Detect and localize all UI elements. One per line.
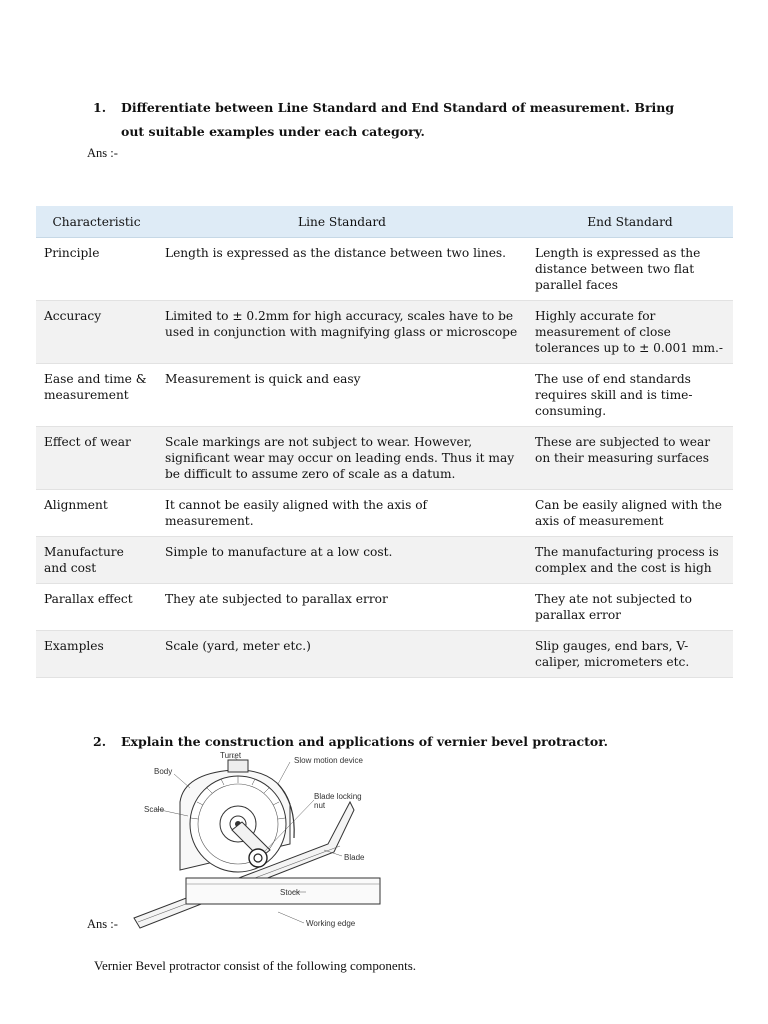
cell-end-standard: Can be easily aligned with the axis of measurement	[527, 490, 733, 537]
cell-characteristic: Ease and time & measurement	[36, 364, 157, 427]
cell-characteristic: Parallax effect	[36, 584, 157, 631]
label-slow-motion: Slow motion device	[294, 756, 363, 765]
label-scale: Scale	[144, 805, 165, 814]
bevel-protractor-diagram	[128, 752, 392, 930]
table-row	[36, 631, 733, 678]
cell-line-standard: Length is expressed as the distance between two lines.	[157, 238, 527, 301]
turret-shape	[228, 760, 248, 772]
cell-end-standard: Highly accurate for measurement of close tolerances up to ± 0.001 mm.-	[527, 301, 733, 364]
cell-characteristic: Effect of wear	[36, 427, 157, 490]
question-2-text: Explain the construction and applications of vernier bevel protractor.	[121, 734, 608, 749]
label-working-edge: Working edge	[306, 919, 356, 928]
table-row	[36, 490, 733, 537]
question-2-number: 2.	[93, 734, 107, 749]
cell-line-standard: It cannot be easily aligned with the axis of measurement.	[157, 490, 527, 537]
cell-line-standard: Simple to manufacture at a low cost.	[157, 537, 527, 584]
answer-1-label: Ans :-	[87, 146, 118, 160]
table-header-row	[36, 206, 733, 238]
cell-end-standard: These are subjected to wear on their measuring surfaces	[527, 427, 733, 490]
cell-line-standard: They ate subjected to parallax error	[157, 584, 527, 631]
question-2	[93, 734, 608, 749]
intro-paragraph: Vernier Bevel protractor consist of the following components.	[94, 958, 417, 973]
label-turret: Turret	[220, 752, 242, 760]
cell-end-standard: They ate not subjected to parallax error	[527, 584, 733, 631]
table-row	[36, 238, 733, 301]
cell-line-standard: Measurement is quick and easy	[157, 364, 527, 427]
table-row	[36, 301, 733, 364]
label-stock: Stock	[280, 888, 301, 897]
table-row	[36, 427, 733, 490]
cell-characteristic: Alignment	[36, 490, 157, 537]
question-1-number: 1.	[93, 100, 107, 115]
label-blade-locking-nut: nut	[314, 801, 326, 810]
cell-end-standard: The manufacturing process is complex and the cost is high	[527, 537, 733, 584]
header-line-standard: Line Standard	[157, 206, 527, 238]
cell-end-standard: Slip gauges, end bars, V-caliper, micrometers etc.	[527, 631, 733, 678]
header-characteristic: Characteristic	[36, 206, 157, 238]
table-row	[36, 584, 733, 631]
cell-characteristic: Principle	[36, 238, 157, 301]
question-1	[93, 96, 693, 144]
header-end-standard: End Standard	[527, 206, 733, 238]
cell-line-standard: Limited to ± 0.2mm for high accuracy, scales have to be used in conjunction with magnifying glass or microscope	[157, 301, 527, 364]
label-body: Body	[154, 767, 173, 776]
label-blade-locking: Blade locking	[314, 792, 362, 801]
cell-characteristic: Accuracy	[36, 301, 157, 364]
question-1-text: Differentiate between Line Standard and End Standard of measurement. Bring out suitable examples under each category.	[121, 100, 675, 139]
table-row	[36, 364, 733, 427]
cell-end-standard: Length is expressed as the distance between two flat parallel faces	[527, 238, 733, 301]
comparison-table	[36, 206, 733, 678]
table-row	[36, 537, 733, 584]
cell-end-standard: The use of end standards requires skill and is time-consuming.	[527, 364, 733, 427]
cell-characteristic: Examples	[36, 631, 157, 678]
answer-2-label: Ans :-	[87, 917, 118, 931]
cell-characteristic: Manufacture and cost	[36, 537, 157, 584]
label-blade: Blade	[344, 853, 365, 862]
cell-line-standard: Scale markings are not subject to wear. However, significant wear may occur on leading ends. Thus it may be difficult to assume zero of scale as a datum.	[157, 427, 527, 490]
cell-line-standard: Scale (yard, meter etc.)	[157, 631, 527, 678]
